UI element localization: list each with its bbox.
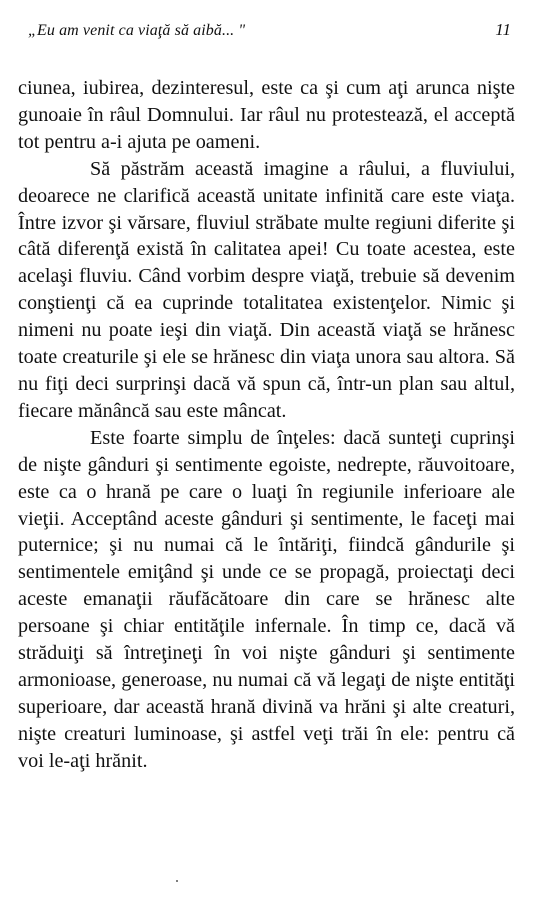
paragraph: ciunea, iubirea, dezinteresul, este ca şi cum aţi arunca nişte gunoaie în râul Domnului. Iar râul nu protestează, el acceptă tot pentru a-i ajuta pe oameni.	[18, 77, 515, 153]
paragraph: Să păstrăm această imagine a râului, a fluviului, deoarece ne clarifică această unitate infinită care este viaţa. Între izvor şi vărsare, fluviul străbate multe regiuni diferite şi câtă diferenţă există în calitatea apei! Cu toate acestea, este acelaşi fluviu. Când vorbim despre viaţă, trebuie să devenim conştienţi că ea cuprinde totalitatea existenţelor. Nimic şi nimeni nu poate ieşi din viaţă. Din această viaţă se hrănesc toate creaturile şi ele se hrănesc din viaţa unora sau altora. Să nu fiţi deci surprinşi dacă vă spun că, într-un plan sau altul, fiecare mănâncă sau este mâncat.	[18, 157, 515, 422]
page-number: 11	[495, 20, 511, 39]
body-text	[18, 75, 515, 775]
print-speck	[176, 880, 178, 882]
running-head-title: „Eu am venit ca viaţă să aibă... "	[28, 22, 246, 39]
paragraph: Este foarte simplu de înţeles: dacă sunteţi cuprinşi de nişte gânduri şi sentimente egoiste, nedrepte, răuvoitoare, este ca o hrană pe care o luaţi în regiunile inferioare ale vieţii. Acceptând aceste gânduri şi sentimente, le faceţi mai puternice; şi nu numai că le întăriţi, fiindcă gândurile şi sentimentele emiţând şi unde ce se propagă, proiectaţi deci aceste emanaţii răufăcătoare din care se hrănesc alte persoane şi chiar entităţile infernale. În timp ce, dacă vă străduiţi să întreţineţi în voi nişte gânduri şi sentimente armonioase, generoase, nu numai că vă legaţi de nişte entităţi superioare, dar această hrană divină va hrăni şi alte creaturi, nişte creaturi luminoase, şi astfel veţi trăi în ele: pentru că voi le-aţi hrănit.	[18, 426, 515, 772]
